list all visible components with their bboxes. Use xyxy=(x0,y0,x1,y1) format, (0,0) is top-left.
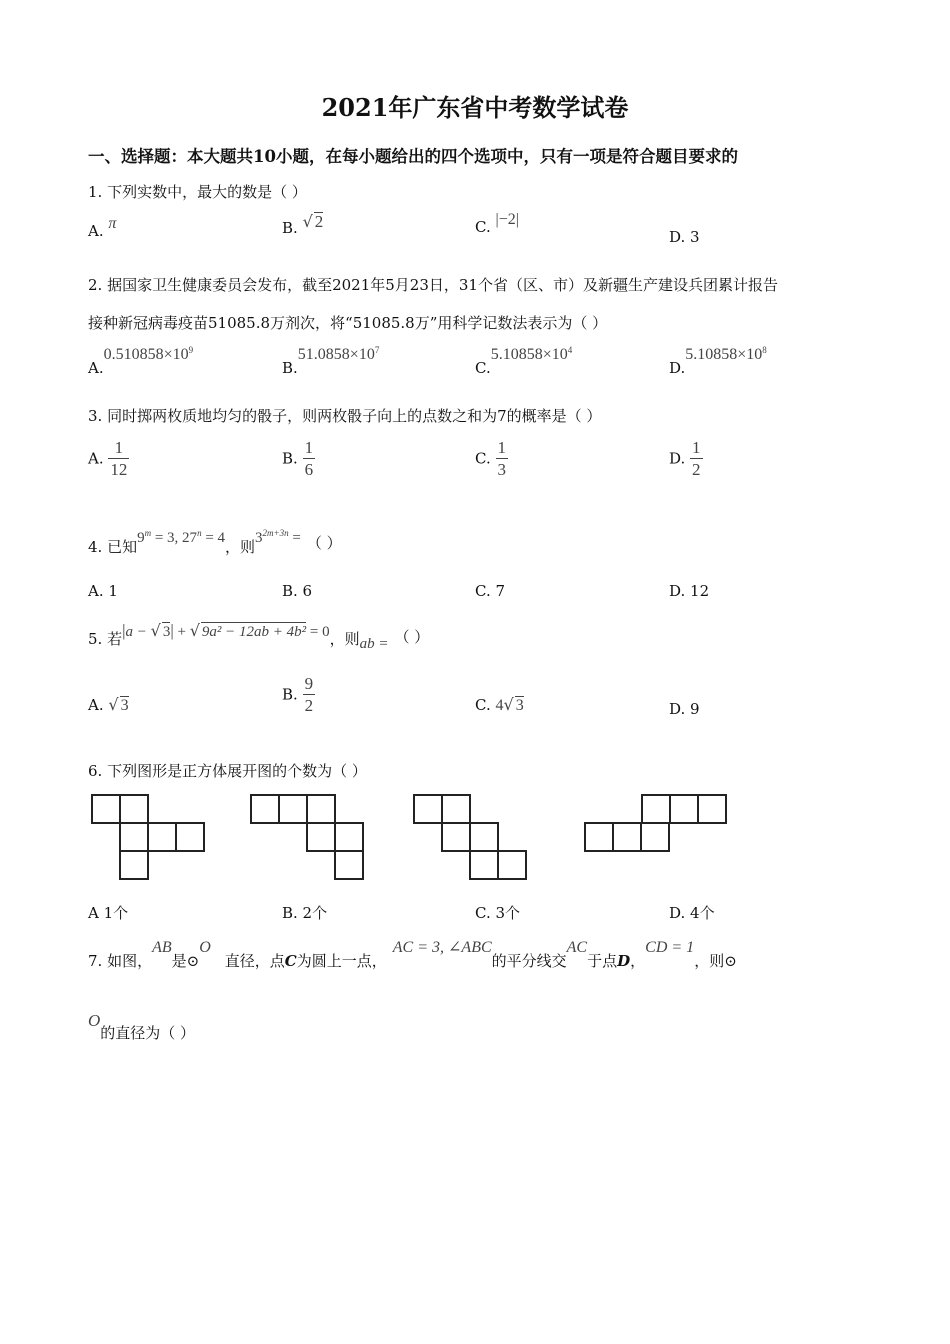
question-2-line2: 接种新冠病毒疫苗51085.8万剂次，将“51085.8万”用科学记数法表示为（ ） xyxy=(88,314,608,332)
q3-option-d[interactable]: D. $\frac{1}{2}$ xyxy=(669,438,701,479)
cube-net-2 xyxy=(251,795,363,879)
q5-option-d[interactable]: D. 9 xyxy=(669,700,700,718)
fraction: $\frac{1}{2}$ xyxy=(692,438,701,479)
fraction: $\frac{1}{12}$ xyxy=(110,438,128,479)
q4-option-d[interactable]: D. 12 xyxy=(669,582,710,600)
fraction: $\frac{9}{2}$ xyxy=(304,674,314,715)
q1-option-a[interactable]: A. π xyxy=(88,215,117,240)
section-heading: 一、选择题：本大题共10小题，在每小题给出的四个选项中，只有一项是符合题目要求的 xyxy=(88,147,738,166)
cube-net-4 xyxy=(585,795,726,851)
q6-option-c[interactable]: C. 3个 xyxy=(475,904,521,922)
q4-option-a[interactable]: A. 1 xyxy=(88,582,118,600)
cube-net-3 xyxy=(414,795,526,879)
q6-option-d[interactable]: D. 4个 xyxy=(669,904,715,922)
q3-option-c[interactable]: C. $\frac{1}{3}$ xyxy=(475,438,506,479)
q6-option-b[interactable]: B. 2个 xyxy=(282,904,328,922)
q3-option-a[interactable]: A. $\frac{1}{12}$ xyxy=(88,438,128,479)
q4-option-b[interactable]: B. 6 xyxy=(282,582,313,600)
q1-option-c[interactable]: C. |−2| xyxy=(475,211,519,236)
q2-option-d[interactable]: $D.5.10858\times 10^8$ xyxy=(669,345,767,377)
q2-option-b[interactable]: $B.51.0858\times 10^7$ xyxy=(282,345,380,377)
q5-option-b[interactable]: B. $\frac{9}{2}$ xyxy=(282,674,314,715)
q6-option-a[interactable]: A 1个 xyxy=(88,904,129,922)
fraction: $\frac{1}{6}$ xyxy=(304,438,314,479)
question-7-line2: O的直径为（ ） xyxy=(88,1011,196,1042)
question-4-stem: 4. 已知$9^m = 3$, $27^n = 4$，则$3^{2m+3n}$ = （ ） xyxy=(88,528,342,556)
question-2-line1: 2. 据国家卫生健康委员会发布，截至2021年5月23日，31个省（区、市）及新疆生产建设兵团累计报告 xyxy=(88,276,778,294)
q2-option-c[interactable]: $C.5.10858\times 10^4$ xyxy=(475,345,573,377)
cube-net-1 xyxy=(92,795,204,879)
q4-option-c[interactable]: C. 7 xyxy=(475,582,506,600)
fraction: $\frac{1}{3}$ xyxy=(497,438,506,479)
q1-option-d[interactable]: D. 3 xyxy=(669,228,700,246)
q2-option-a[interactable]: $A.0.510858\times 10^9$ xyxy=(88,345,194,377)
question-3-stem: 3. 同时掷两枚质地均匀的骰子，则两枚骰子向上的点数之和为7的概率是（ ） xyxy=(88,407,602,425)
page-title: 2021年广东省中考数学试卷 xyxy=(321,93,629,122)
q3-option-b[interactable]: B. $\frac{1}{6}$ xyxy=(282,438,314,479)
question-5-stem: 5. 若|a − √ 3| + √ 9a² − 12ab + 4b² = 0，则ab = （ ） xyxy=(88,621,430,652)
question-6-stem: 6. 下列图形是正方体展开图的个数为（ ） xyxy=(88,762,367,780)
question-7-stem: 7. 如图，AB是⊙O直径，点C为圆上一点，AC = 3, ∠ABC的平分线交AC于点D，CD = 1，则⊙ xyxy=(88,939,737,970)
q5-option-a[interactable]: A. √ 3 xyxy=(88,695,129,714)
q5-option-c[interactable]: C. 4√ 3 xyxy=(475,695,524,714)
question-1-stem: 1. 下列实数中，最大的数是（ ） xyxy=(88,183,307,201)
q1-option-b[interactable]: B. √ 2 xyxy=(282,212,324,237)
